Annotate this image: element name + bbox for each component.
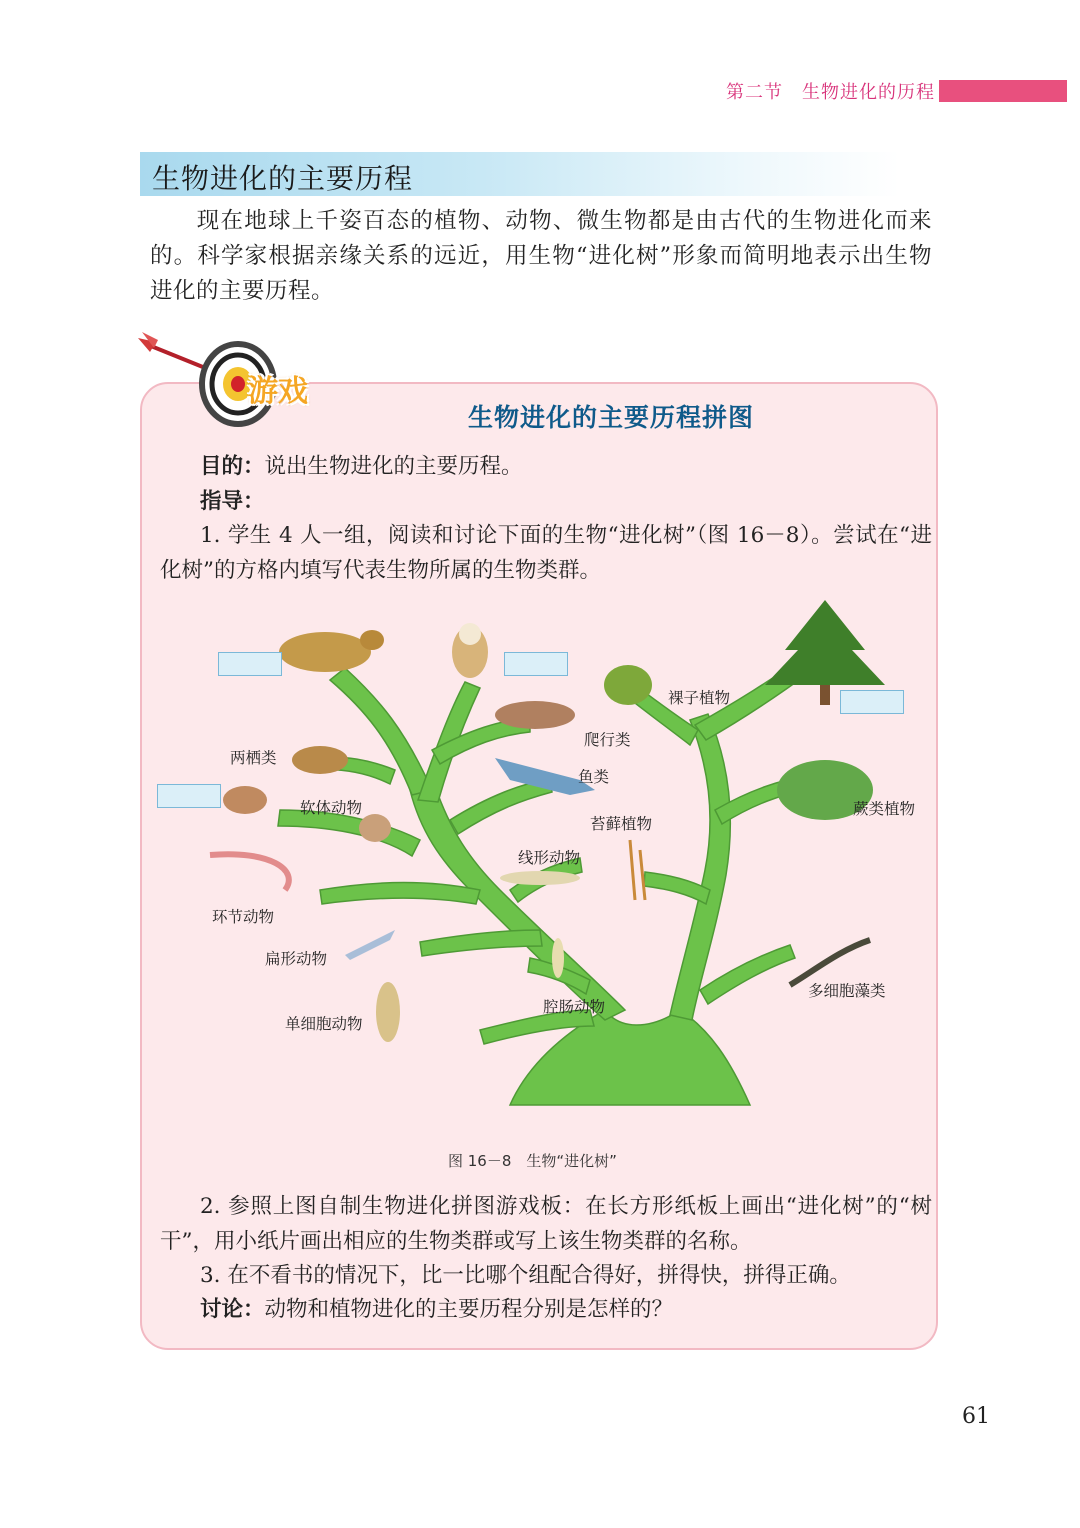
- label-algae: 多细胞藻类: [808, 982, 886, 1000]
- step-2-text: 2. 参照上图自制生物进化拼图游戏板：在长方形纸板上画出“进化树”的“树干”，用小纸片画出相应的生物类群或写上该生物类群的名称。: [160, 1194, 932, 1254]
- reptile-icon: [495, 701, 575, 729]
- label-gymnosperms: 裸子植物: [668, 689, 731, 707]
- label-flatworms: 扁形动物: [265, 950, 328, 968]
- label-ferns: 蕨类植物: [853, 800, 916, 818]
- step-3: [160, 1258, 932, 1293]
- step-1-text: 1. 学生 4 人一组，阅读和讨论下面的生物“进化树”（图 16－8）。尝试在“进化树”的方格内填写代表生物所属的生物类群。: [160, 523, 932, 583]
- step-3-text: 3. 在不看书的情况下，比一比哪个组配合得好，拼得快，拼得正确。: [200, 1263, 851, 1288]
- discussion-label: 讨论：: [200, 1297, 265, 1322]
- purpose-line: [160, 449, 932, 484]
- answer-box-arthropods[interactable]: [157, 784, 221, 808]
- snail-icon: [359, 814, 391, 842]
- label-fish: 鱼类: [578, 768, 610, 786]
- guide-line: [160, 484, 932, 519]
- protozoa-icon: [376, 982, 400, 1042]
- label-protozoa: 单细胞动物: [285, 1015, 363, 1033]
- answer-box-mammals[interactable]: [218, 652, 282, 676]
- nematode-icon: [500, 871, 580, 885]
- intro-paragraph: [150, 204, 932, 309]
- section-title: 生物进化的主要历程: [152, 162, 414, 195]
- header-accent-bar: [939, 80, 1067, 102]
- chapter-section-title: 第二节 生物进化的历程: [726, 82, 935, 103]
- lion-icon: [279, 632, 371, 672]
- game-title: 生物进化的主要历程拼图: [468, 403, 755, 432]
- figure-caption: 图 16－8 生物“进化树”: [448, 1152, 617, 1170]
- guide-label: 指导：: [200, 489, 265, 514]
- earthworm-icon: [210, 854, 289, 890]
- label-mollusks: 软体动物: [300, 799, 363, 817]
- page-number: 61: [962, 1404, 990, 1429]
- label-amphibians: 两栖类: [230, 749, 277, 767]
- frog-icon: [292, 746, 348, 774]
- flatworm-icon: [345, 930, 395, 960]
- moss-icon: [630, 840, 645, 900]
- step-1: [160, 518, 932, 588]
- label-annelids: 环节动物: [212, 908, 275, 926]
- discussion-text: 动物和植物进化的主要历程分别是怎样的？: [264, 1297, 674, 1322]
- hydra-icon: [552, 938, 564, 978]
- label-reptiles: 爬行类: [584, 731, 631, 749]
- answer-box-angiosperms[interactable]: [840, 690, 904, 714]
- purpose-text: 说出生物进化的主要历程。: [264, 454, 523, 479]
- game-label: 游戏: [248, 374, 308, 409]
- pine-tree-icon: [765, 600, 885, 685]
- purpose-label: 目的：: [200, 454, 265, 479]
- intro-text: 现在地球上千姿百态的植物、动物、微生物都是由古代的生物进化而来的。科学家根据亲缘关系的远近，用生物“进化树”形象而简明地表示出生物进化的主要历程。: [150, 208, 932, 304]
- crab-icon: [223, 786, 267, 814]
- discussion-line: [160, 1292, 932, 1327]
- label-nematodes: 线形动物: [518, 849, 581, 867]
- label-coelenterates: 腔肠动物: [543, 998, 606, 1016]
- running-header: [700, 76, 1067, 106]
- ginkgo-icon: [604, 665, 652, 705]
- label-mosses: 苔藓植物: [590, 815, 653, 833]
- section-title-band: [140, 152, 900, 196]
- step-2: [160, 1189, 932, 1259]
- answer-box-birds[interactable]: [504, 652, 568, 676]
